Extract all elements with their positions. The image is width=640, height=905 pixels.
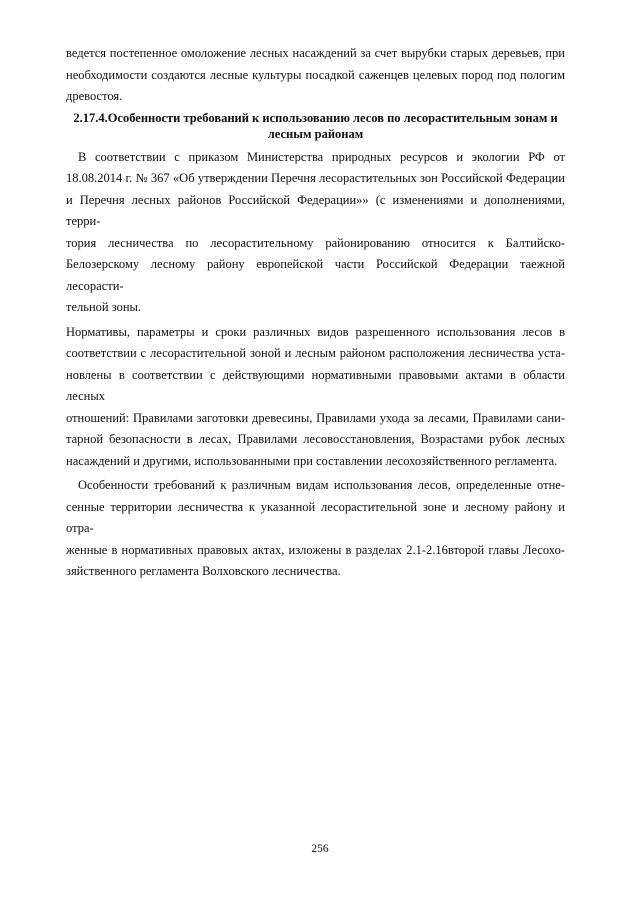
- section-heading: [66, 108, 565, 147]
- text-line: и Перечня лесных районов Российской Федерации»» (с изменениями и дополнениями, терри-: [66, 192, 565, 228]
- heading-line: 2.17.4.Особенности требований к использованию лесов по лесорастительным зонам и: [73, 110, 558, 125]
- paragraph-1: [66, 147, 565, 319]
- text-line: зяйственного регламента Волховского лесничества.: [66, 564, 341, 578]
- text-line: тория лесничества по лесорастительному районированию относится к Балтийско-: [66, 235, 565, 250]
- text-line: древостоя.: [66, 89, 123, 103]
- page-content: [66, 43, 565, 583]
- text-line: сенные территории лесничества к указанной лесорастительной зоне и лесному району и отра-: [66, 499, 565, 535]
- text-line: 18.08.2014 г. № 367 «Об утверждении Перечня лесорастительных зон Российской Федерации: [66, 171, 565, 185]
- heading-line: лесным районам: [267, 126, 364, 141]
- text-line: тельной зоны.: [66, 300, 142, 314]
- text-line: насаждений и другими, использованными при составлении лесохозяйственного регламента.: [66, 453, 558, 468]
- text-line: женные в нормативных правовых актах, изложены в разделах 2.1-2.16второй главы Лесохо-: [66, 542, 565, 557]
- text-line: Нормативы, параметры и сроки различных видов разрешенного использования лесов в: [66, 324, 565, 339]
- text-line: В соответствии с приказом Министерства природных ресурсов и экологии РФ от: [78, 149, 565, 164]
- text-line: тарной безопасности в лесах, Правилами лесовосстановления, Возрастами рубок лесных: [66, 432, 565, 446]
- page-number: 256: [311, 843, 329, 855]
- paragraph-3: [66, 475, 565, 583]
- text-line: соответствии с лесорастительной зоной и лесным районом расположения лесничества уста-: [66, 346, 565, 360]
- text-line: ведется постепенное омоложение лесных насаждений за счет вырубки старых деревьев, при: [66, 46, 565, 60]
- paragraph-2: [66, 322, 565, 473]
- text-line: Белозерскому лесному району европейской части Российской Федерации таежной лесорасти-: [66, 257, 565, 293]
- text-line: отношений: Правилами заготовки древесины, Правилами ухода за лесами, Правилами сани-: [66, 410, 565, 425]
- text-line: необходимости создаются лесные культуры посадкой саженцев целевых пород под пологим: [66, 67, 565, 82]
- text-line: Особенности требований к различным видам использования лесов, определенные отне-: [78, 478, 565, 492]
- text-line: новлены в соответствии с действующими нормативными правовыми актами в области лесных: [66, 367, 565, 403]
- intro-paragraph: [66, 43, 565, 108]
